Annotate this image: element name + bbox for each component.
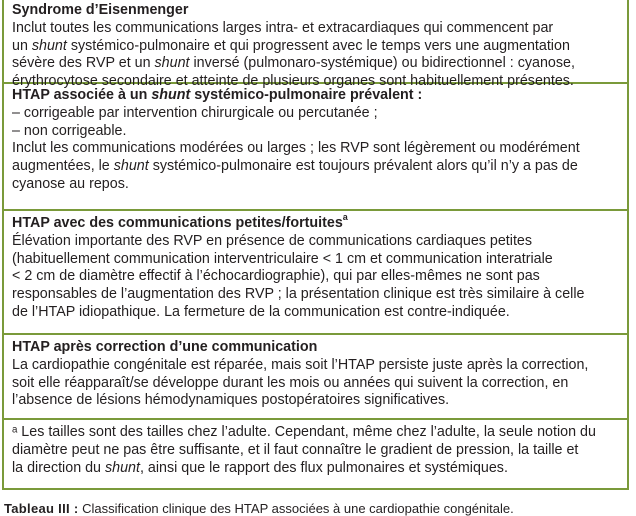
- text-line: de l’HTAP idiopathique. La fermeture de la communication est contre-indiquée.: [12, 303, 510, 320]
- row-body: [12, 105, 619, 194]
- text-line: soit elle réapparaît/se développe durant les mois ou années qui suivent la correction, en: [12, 374, 569, 391]
- footnote-marker: a: [342, 212, 348, 223]
- italic-term: shunt: [31, 37, 67, 54]
- footnote-body: [12, 424, 619, 477]
- table-row-after-correction: [4, 335, 627, 420]
- table-row-eisenmenger: [4, 0, 627, 90]
- text-line: la direction du shunt, ainsi que le rapport des flux pulmonaires et systémiques.: [12, 459, 508, 476]
- row-body: [12, 357, 619, 410]
- italic-term: shunt: [113, 158, 149, 175]
- text-line: Inclut toutes les communications larges intra- et extracardiaques qui commencent par: [12, 19, 554, 36]
- classification-table: [2, 0, 629, 490]
- table-caption: [4, 501, 514, 516]
- text-line: un shunt systémico-pulmonaire et qui progressent avec le temps vers une augmentation: [12, 37, 570, 54]
- italic-term: shunt: [105, 459, 140, 476]
- row-title: HTAP associée à un shunt systémico-pulmonaire prévalent :: [12, 87, 423, 103]
- text-line: l’absence de lésions hémodynamiques postopératoires significatives.: [12, 392, 450, 409]
- text-line: < 2 cm de diamètre effectif à l’échocardiographie), qui par elles-mêmes ne sont pas: [12, 268, 540, 285]
- text-line: sévère des RVP et un shunt inversé (pulmonaro-systémique) ou bidirectionnel : cyanose,: [12, 55, 575, 72]
- table-row-small-communications: [4, 211, 627, 335]
- text-line: Élévation importante des RVP en présence de communications cardiaques petites: [12, 232, 533, 249]
- text-line: responsables de l’augmentation des RVP ; la présentation clinique est très similaire à celle: [12, 286, 585, 303]
- text-line: cyanose au repos.: [12, 175, 129, 192]
- text-line: érythrocytose secondaire et atteinte de plusieurs organes sont habituellement présentes.: [12, 73, 574, 90]
- text-line: La cardiopathie congénitale est réparée, mais soit l’HTAP persiste juste après la correction,: [12, 356, 589, 373]
- italic-term: shunt: [154, 55, 190, 72]
- italic-term: shunt: [151, 87, 191, 103]
- row-title: Syndrome d’Eisenmenger: [12, 2, 189, 18]
- text-line: diamètre peut ne pas être suffisante, et il faut connaître le gradient de pression, la taille et: [12, 441, 579, 458]
- row-title: [12, 212, 619, 233]
- text-line: (habituellement communication interventriculaire < 1 cm et communication interatriale: [12, 250, 553, 267]
- text-line: augmentées, le shunt systémico-pulmonaire est toujours prévalent alors qu’il n’y a pas de: [12, 158, 578, 175]
- text-line: – non corrigeable.: [12, 122, 127, 139]
- caption-text: Classification clinique des HTAP associées à une cardiopathie congénitale.: [78, 501, 514, 516]
- caption-label: Tableau III :: [4, 501, 79, 516]
- row-title: HTAP après correction d’une communication: [12, 339, 318, 355]
- text-line: – corrigeable par intervention chirurgicale ou percutanée ;: [12, 104, 378, 121]
- text-line: Inclut les communications modérées ou larges ; les RVP sont légèrement ou modérément: [12, 140, 580, 157]
- row-body: [12, 233, 619, 322]
- row-title-text: HTAP avec des communications petites/fortuites: [12, 215, 343, 231]
- table-row-shunt-prevalent: [4, 84, 627, 211]
- table-footnote: [4, 420, 627, 488]
- row-body: [12, 20, 619, 91]
- text-line: ᵃ Les tailles sont des tailles chez l’adulte. Cependant, même chez l’adulte, la seule notion du: [12, 424, 596, 440]
